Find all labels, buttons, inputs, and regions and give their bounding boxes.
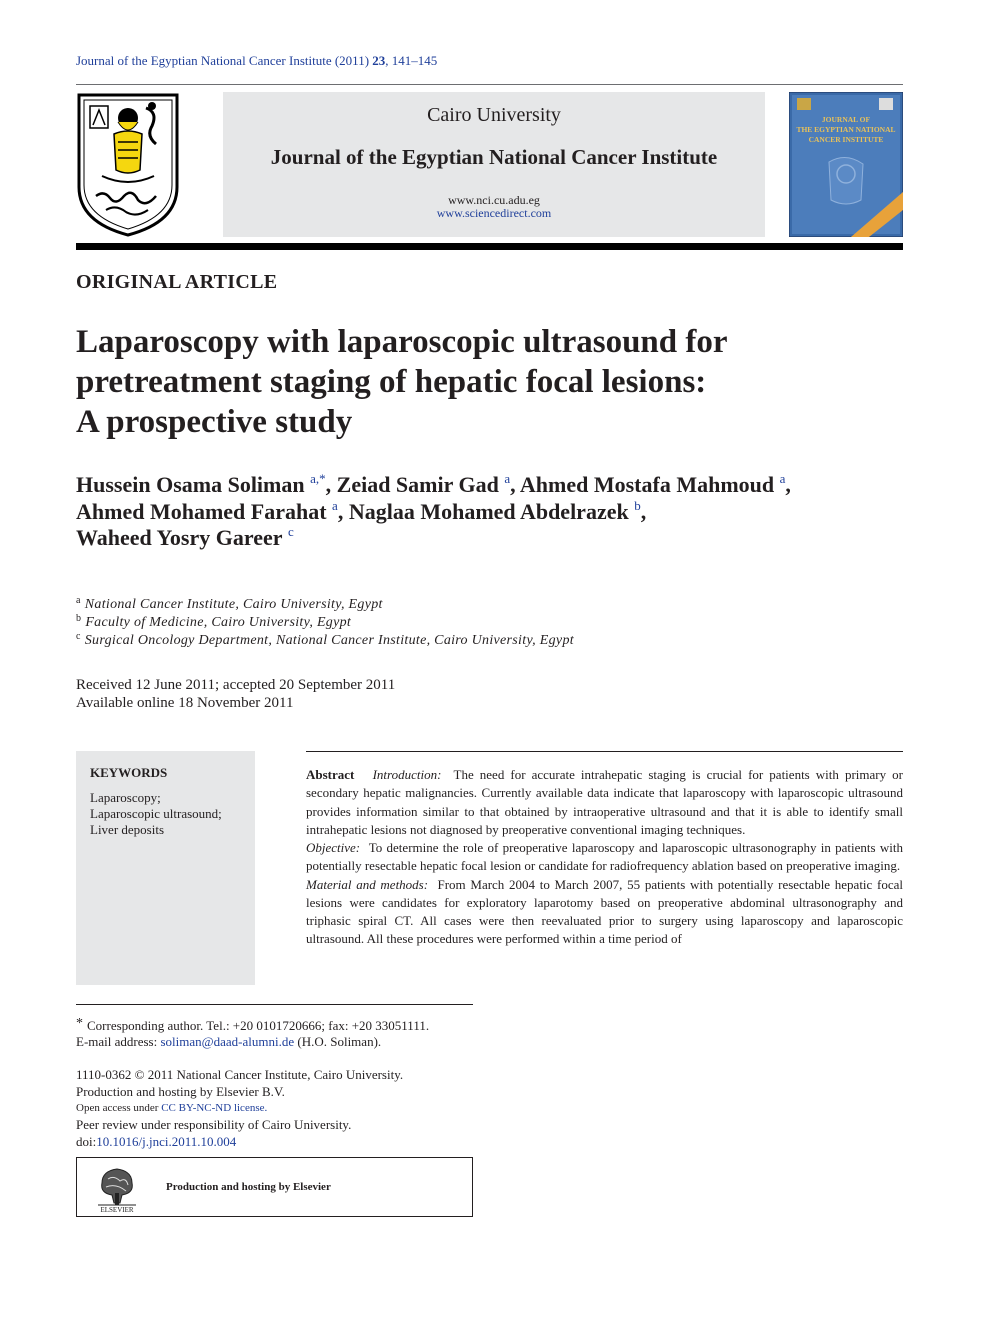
affiliation-mark: a	[76, 595, 81, 606]
author-name: Zeiad Samir Gad	[336, 472, 499, 497]
affiliation-text: National Cancer Institute, Cairo University, Egypt	[84, 597, 383, 612]
author-separator: ,	[640, 498, 647, 524]
university-name: Cairo University	[427, 104, 561, 126]
author-separator: ,	[785, 472, 791, 497]
peer-review-note: Peer review under responsibility of Cairo University.	[76, 1117, 352, 1132]
journal-pages: , 141–145	[385, 53, 438, 68]
abstract	[306, 766, 903, 949]
copyright-note: 1110-0362 © 2011 National Cancer Institute, Cairo University.	[76, 1067, 404, 1082]
article-type: ORIGINAL ARTICLE	[76, 271, 278, 293]
author-affiliation-link[interactable]: c	[288, 524, 294, 539]
elsevier-tree-logo	[94, 1163, 140, 1213]
abstract-methods	[306, 876, 903, 949]
author-name: Waheed Yosry Gareer	[76, 525, 283, 550]
title-line: Laparoscopy with laparoscopic ultrasound for	[76, 324, 728, 360]
doi-link[interactable]: 10.1016/j.jnci.2011.10.004	[96, 1134, 237, 1149]
email-link[interactable]: soliman@daad-alumni.de	[160, 1034, 295, 1049]
sciencedirect-link[interactable]: www.sciencedirect.com	[436, 206, 552, 220]
doi-note	[76, 1134, 236, 1150]
doi-label: doi:	[76, 1134, 97, 1149]
journal-citation-prefix: Journal of the Egyptian National Cancer Institute (2011)	[76, 53, 373, 68]
abstract-top-rule	[306, 751, 903, 752]
title-line: A prospective study	[76, 404, 353, 440]
journal-volume: 23	[372, 53, 386, 68]
footnote-rule	[76, 1004, 473, 1005]
cairo-university-logo	[76, 92, 180, 238]
svg-text:CANCER INSTITUTE: CANCER INSTITUTE	[808, 135, 884, 144]
email-note	[76, 1034, 381, 1050]
section-text: To determine the role of preoperative laparoscopy and laparoscopic ultrasonography in patients with potentially resectable hepatic focal lesion or candidate for radiofrequency ablation based on preoperative imaging.	[306, 840, 903, 874]
elsevier-hosting-label: Production and hosting by Elsevier	[166, 1181, 331, 1193]
author-affiliation-link[interactable]: b	[634, 497, 641, 513]
affiliation	[76, 631, 574, 649]
title-line: pretreatment staging of hepatic focal lesions:	[76, 364, 707, 400]
article-title	[76, 322, 896, 442]
journal-name: Journal of the Egyptian National Cancer Institute	[270, 145, 718, 169]
author-name: Naglaa Mohamed Abdelrazek	[348, 498, 629, 524]
affiliation-text: Surgical Oncology Department, National Cancer Institute, Cairo University, Egypt	[84, 633, 574, 648]
author-affiliation-link[interactable]: a	[332, 497, 338, 513]
section-label: Objective:	[306, 840, 361, 855]
keywords-box	[76, 751, 255, 985]
journal-cover-image	[789, 92, 903, 237]
keyword: Laparoscopy;	[90, 790, 161, 805]
abstract-introduction	[306, 766, 903, 839]
affiliation	[76, 613, 351, 631]
abstract-objective	[306, 839, 903, 876]
section-label: Introduction:	[372, 767, 442, 782]
author-name: Hussein Osama Soliman	[76, 472, 305, 497]
corresponding-author-note	[76, 1016, 429, 1034]
author-separator: ,	[510, 472, 520, 497]
svg-text:THE EGYPTIAN NATIONAL: THE EGYPTIAN NATIONAL	[796, 125, 896, 134]
production-note: Production and hosting by Elsevier B.V.	[76, 1084, 285, 1099]
email-label: E-mail address:	[76, 1034, 161, 1049]
corresponding-text: Corresponding author. Tel.: +20 0101720666; fax: +20 33051111.	[87, 1018, 430, 1033]
affiliation	[76, 595, 383, 613]
abstract-label: Abstract	[306, 767, 355, 782]
author-separator: ,	[337, 498, 349, 524]
affiliation-mark: b	[76, 613, 82, 624]
license-link[interactable]: CC BY-NC-ND license.	[161, 1102, 268, 1114]
author-affiliation-link[interactable]: a	[779, 471, 786, 486]
author-list	[76, 472, 896, 552]
keyword: Laparoscopic ultrasound;	[90, 806, 222, 821]
keyword: Liver deposits	[90, 822, 165, 837]
section-text: From March 2004 to March 2007, 55 patients with potentially resectable hepatic focal lesions were candidates for exploratory laparotomy based on preoperative abdominal ultrasonography and triphasic spiral CT. All cases were then reevaluated prior to surgery using laparoscopy and laparoscopic ultrasound. All these procedures were performed within a time period of	[306, 876, 904, 947]
author-affiliation-link[interactable]: a	[504, 471, 511, 486]
author-name: Ahmed Mostafa Mahmoud	[519, 472, 775, 497]
section-label: Material and methods:	[306, 876, 429, 892]
header-top-rule	[76, 84, 903, 85]
author-separator: ,	[325, 472, 337, 497]
elsevier-logo-text: ELSEVIER	[100, 1206, 134, 1213]
journal-url[interactable]: www.nci.cu.adu.eg	[448, 193, 540, 207]
section-text: The need for accurate intrahepatic staging is crucial for patients with primary or secondary hepatic malignancies. Currently available data indicate that laparoscopy with laparoscopic ultrasound provides information similar to that obtained by intraoperative ultrasound and that it is able to identify small intrahepatic lesions not diagnosed by preoperative conventional imaging techniques.	[306, 767, 903, 837]
online-date: Available online 18 November 2011	[76, 695, 294, 711]
corresponding-mark: *	[76, 1016, 83, 1031]
author-name: Ahmed Mohamed Farahat	[76, 498, 327, 524]
open-access-text: Open access under	[76, 1102, 162, 1114]
svg-text:JOURNAL OF: JOURNAL OF	[821, 115, 871, 124]
open-access-note	[76, 1102, 267, 1114]
affiliation-mark: c	[76, 631, 81, 642]
journal-citation[interactable]	[76, 53, 437, 69]
keywords-heading: KEYWORDS	[90, 765, 168, 780]
received-date: Received 12 June 2011; accepted 20 September 2011	[76, 677, 396, 693]
author-affiliation-link[interactable]: a,*	[310, 471, 326, 486]
header-bottom-rule	[76, 243, 903, 250]
email-suffix: (H.O. Soliman).	[294, 1034, 382, 1049]
affiliation-text: Faculty of Medicine, Cairo University, Egypt	[85, 615, 352, 630]
